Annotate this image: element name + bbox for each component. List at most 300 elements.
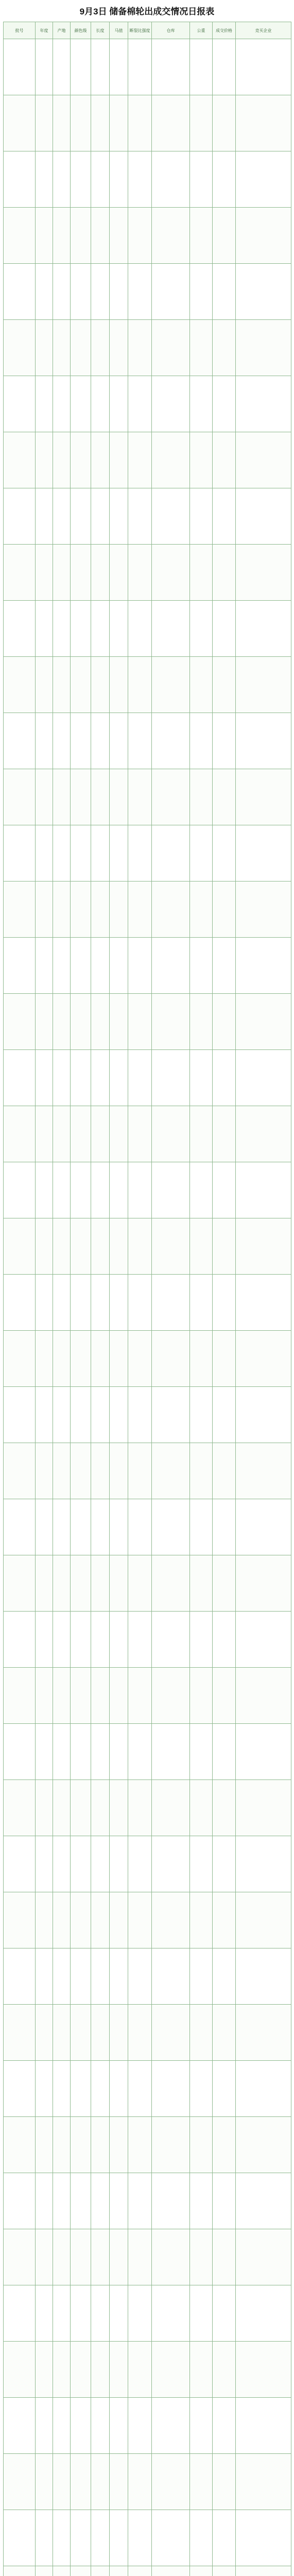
cell-length	[91, 2061, 110, 2117]
cell-batch	[4, 825, 36, 882]
cell-buyer	[236, 657, 291, 713]
cell-micronaire	[110, 2566, 128, 2576]
cell-strength	[128, 2117, 152, 2173]
cell-warehouse	[152, 1780, 190, 1836]
table-row	[4, 2510, 291, 2566]
cell-color-grade	[71, 1106, 91, 1162]
table-body	[4, 39, 291, 2576]
cell-micronaire	[110, 657, 128, 713]
cell-warehouse	[152, 151, 190, 208]
cell-length	[91, 1612, 110, 1668]
cell-weight	[190, 1331, 213, 1387]
cell-color-grade	[71, 1780, 91, 1836]
cell-origin	[53, 2454, 71, 2510]
cell-warehouse	[152, 545, 190, 601]
cell-color-grade	[71, 825, 91, 882]
cell-length	[91, 2454, 110, 2510]
cell-warehouse	[152, 432, 190, 488]
cell-warehouse	[152, 320, 190, 376]
cell-length	[91, 2117, 110, 2173]
cell-strength	[128, 1892, 152, 1948]
cell-warehouse	[152, 1162, 190, 1218]
cell-color-grade	[71, 2566, 91, 2576]
cell-strength	[128, 2566, 152, 2576]
table-row	[4, 1162, 291, 1218]
table-row	[4, 994, 291, 1050]
cell-micronaire	[110, 1780, 128, 1836]
cell-color-grade	[71, 432, 91, 488]
cell-batch	[4, 769, 36, 825]
cell-warehouse	[152, 2005, 190, 2061]
cell-warehouse	[152, 2454, 190, 2510]
cell-weight	[190, 545, 213, 601]
cell-batch	[4, 1050, 36, 1106]
cell-weight	[190, 1162, 213, 1218]
cell-length	[91, 2398, 110, 2454]
table-row	[4, 1275, 291, 1331]
cell-batch	[4, 1612, 36, 1668]
cell-year	[36, 1780, 53, 1836]
cell-price	[213, 1331, 236, 1387]
cell-batch	[4, 1331, 36, 1387]
cell-year	[36, 1724, 53, 1780]
cell-color-grade	[71, 1443, 91, 1499]
cell-origin	[53, 769, 71, 825]
cell-price	[213, 320, 236, 376]
cell-buyer	[236, 1499, 291, 1555]
table-row	[4, 2005, 291, 2061]
cell-color-grade	[71, 938, 91, 994]
cell-strength	[128, 208, 152, 264]
cell-batch	[4, 376, 36, 432]
table-row	[4, 713, 291, 769]
cell-price	[213, 1499, 236, 1555]
table-row	[4, 1499, 291, 1555]
cell-price	[213, 2061, 236, 2117]
cell-price	[213, 938, 236, 994]
cell-warehouse	[152, 2398, 190, 2454]
cell-origin	[53, 545, 71, 601]
cell-origin	[53, 1499, 71, 1555]
cell-price	[213, 2173, 236, 2229]
table-row	[4, 545, 291, 601]
cell-warehouse	[152, 1106, 190, 1162]
table-row	[4, 2229, 291, 2285]
cell-weight	[190, 601, 213, 657]
cell-origin	[53, 1275, 71, 1331]
cell-price	[213, 2510, 236, 2566]
cell-color-grade	[71, 2342, 91, 2398]
cell-warehouse	[152, 1948, 190, 2005]
cell-year	[36, 1050, 53, 1106]
cell-buyer	[236, 2061, 291, 2117]
cell-buyer	[236, 2229, 291, 2285]
cell-buyer	[236, 320, 291, 376]
cell-micronaire	[110, 2510, 128, 2566]
column-header-origin: 产地	[53, 22, 71, 39]
cell-weight	[190, 938, 213, 994]
cell-origin	[53, 376, 71, 432]
cell-strength	[128, 2342, 152, 2398]
cell-price	[213, 1106, 236, 1162]
cell-batch	[4, 39, 36, 95]
cell-strength	[128, 938, 152, 994]
cell-buyer	[236, 1668, 291, 1724]
cell-weight	[190, 2005, 213, 2061]
table-row	[4, 1218, 291, 1275]
cell-buyer	[236, 376, 291, 432]
cell-origin	[53, 2285, 71, 2342]
cell-strength	[128, 1948, 152, 2005]
cell-price	[213, 1162, 236, 1218]
cell-batch	[4, 994, 36, 1050]
cell-warehouse	[152, 1443, 190, 1499]
cell-batch	[4, 1499, 36, 1555]
cell-weight	[190, 1106, 213, 1162]
cell-price	[213, 151, 236, 208]
cell-price	[213, 994, 236, 1050]
cell-color-grade	[71, 2061, 91, 2117]
cell-weight	[190, 994, 213, 1050]
table-row	[4, 2173, 291, 2229]
column-header-length: 长度	[91, 22, 110, 39]
cell-year	[36, 2454, 53, 2510]
cell-color-grade	[71, 1892, 91, 1948]
cell-weight	[190, 2510, 213, 2566]
cell-strength	[128, 1331, 152, 1387]
cell-year	[36, 320, 53, 376]
cell-length	[91, 2285, 110, 2342]
cell-micronaire	[110, 2117, 128, 2173]
cell-origin	[53, 1836, 71, 1892]
cell-color-grade	[71, 1836, 91, 1892]
cell-weight	[190, 2342, 213, 2398]
cell-year	[36, 2398, 53, 2454]
cell-strength	[128, 1555, 152, 1612]
cell-origin	[53, 1218, 71, 1275]
table-row	[4, 1892, 291, 1948]
cell-color-grade	[71, 2510, 91, 2566]
cell-micronaire	[110, 1892, 128, 1948]
column-header-micronaire: 马值	[110, 22, 128, 39]
cell-price	[213, 1443, 236, 1499]
cell-batch	[4, 1780, 36, 1836]
cell-batch	[4, 264, 36, 320]
cell-micronaire	[110, 1948, 128, 2005]
cell-length	[91, 545, 110, 601]
cell-year	[36, 264, 53, 320]
cell-color-grade	[71, 2005, 91, 2061]
cell-length	[91, 2173, 110, 2229]
cell-color-grade	[71, 2285, 91, 2342]
cell-length	[91, 2342, 110, 2398]
cell-color-grade	[71, 713, 91, 769]
cell-length	[91, 1275, 110, 1331]
cell-batch	[4, 320, 36, 376]
cell-micronaire	[110, 1724, 128, 1780]
column-header-color-grade: 颜色级	[71, 22, 91, 39]
cell-year	[36, 713, 53, 769]
cell-warehouse	[152, 1218, 190, 1275]
cell-origin	[53, 39, 71, 95]
cell-micronaire	[110, 151, 128, 208]
cell-batch	[4, 1443, 36, 1499]
cell-color-grade	[71, 1948, 91, 2005]
column-header-warehouse: 仓库	[152, 22, 190, 39]
cell-batch	[4, 1948, 36, 2005]
cell-color-grade	[71, 1499, 91, 1555]
cell-weight	[190, 713, 213, 769]
cell-length	[91, 1218, 110, 1275]
table-row	[4, 882, 291, 938]
cell-micronaire	[110, 2061, 128, 2117]
cell-strength	[128, 1218, 152, 1275]
table-row	[4, 2342, 291, 2398]
cell-weight	[190, 825, 213, 882]
cell-year	[36, 376, 53, 432]
cell-origin	[53, 208, 71, 264]
cell-strength	[128, 882, 152, 938]
cell-color-grade	[71, 1612, 91, 1668]
cell-buyer	[236, 1443, 291, 1499]
cell-strength	[128, 151, 152, 208]
cell-color-grade	[71, 1668, 91, 1724]
cell-origin	[53, 1443, 71, 1499]
cell-origin	[53, 657, 71, 713]
cell-warehouse	[152, 1275, 190, 1331]
cell-price	[213, 432, 236, 488]
cell-year	[36, 882, 53, 938]
cell-warehouse	[152, 1836, 190, 1892]
cell-weight	[190, 1555, 213, 1612]
cell-year	[36, 208, 53, 264]
cell-length	[91, 1331, 110, 1387]
cell-warehouse	[152, 1724, 190, 1780]
cell-strength	[128, 657, 152, 713]
cell-price	[213, 2342, 236, 2398]
cell-strength	[128, 1724, 152, 1780]
cell-year	[36, 2005, 53, 2061]
cell-weight	[190, 769, 213, 825]
cell-buyer	[236, 994, 291, 1050]
cell-strength	[128, 2454, 152, 2510]
cell-buyer	[236, 1387, 291, 1443]
cell-batch	[4, 95, 36, 151]
cell-length	[91, 1724, 110, 1780]
cell-price	[213, 545, 236, 601]
cell-batch	[4, 2398, 36, 2454]
cell-buyer	[236, 432, 291, 488]
cell-buyer	[236, 2510, 291, 2566]
cell-strength	[128, 2285, 152, 2342]
cell-buyer	[236, 769, 291, 825]
table-row	[4, 39, 291, 95]
cell-origin	[53, 1892, 71, 1948]
cell-micronaire	[110, 95, 128, 151]
cell-length	[91, 2005, 110, 2061]
cell-micronaire	[110, 882, 128, 938]
cell-price	[213, 1780, 236, 1836]
cell-price	[213, 769, 236, 825]
cell-buyer	[236, 1162, 291, 1218]
cell-price	[213, 1050, 236, 1106]
cell-year	[36, 95, 53, 151]
cell-origin	[53, 1948, 71, 2005]
cell-micronaire	[110, 1162, 128, 1218]
cell-batch	[4, 2342, 36, 2398]
cell-strength	[128, 1668, 152, 1724]
cell-year	[36, 938, 53, 994]
cell-buyer	[236, 1612, 291, 1668]
cell-micronaire	[110, 1443, 128, 1499]
cell-origin	[53, 1612, 71, 1668]
cell-batch	[4, 1668, 36, 1724]
cell-length	[91, 938, 110, 994]
cell-micronaire	[110, 713, 128, 769]
table-row	[4, 1050, 291, 1106]
cell-year	[36, 769, 53, 825]
cell-color-grade	[71, 1555, 91, 1612]
cell-warehouse	[152, 1387, 190, 1443]
cell-warehouse	[152, 488, 190, 545]
cell-color-grade	[71, 657, 91, 713]
cell-year	[36, 2510, 53, 2566]
cell-buyer	[236, 1275, 291, 1331]
cell-warehouse	[152, 657, 190, 713]
cell-origin	[53, 2061, 71, 2117]
cell-length	[91, 2229, 110, 2285]
cell-price	[213, 376, 236, 432]
cell-buyer	[236, 1106, 291, 1162]
table-row	[4, 2454, 291, 2510]
cell-buyer	[236, 2454, 291, 2510]
cell-buyer	[236, 1724, 291, 1780]
cell-weight	[190, 1836, 213, 1892]
cell-micronaire	[110, 1668, 128, 1724]
table-row	[4, 1555, 291, 1612]
cell-warehouse	[152, 1499, 190, 1555]
cell-micronaire	[110, 264, 128, 320]
cell-micronaire	[110, 601, 128, 657]
cell-weight	[190, 488, 213, 545]
cell-strength	[128, 95, 152, 151]
cell-price	[213, 2454, 236, 2510]
cell-micronaire	[110, 769, 128, 825]
cell-price	[213, 39, 236, 95]
cell-year	[36, 1443, 53, 1499]
table-row	[4, 657, 291, 713]
cell-buyer	[236, 1836, 291, 1892]
cell-origin	[53, 151, 71, 208]
cell-price	[213, 95, 236, 151]
cell-buyer	[236, 488, 291, 545]
cell-weight	[190, 320, 213, 376]
cell-warehouse	[152, 882, 190, 938]
table-row	[4, 1612, 291, 1668]
cell-color-grade	[71, 208, 91, 264]
cell-year	[36, 1555, 53, 1612]
cell-weight	[190, 2061, 213, 2117]
cell-year	[36, 1499, 53, 1555]
cell-micronaire	[110, 1275, 128, 1331]
column-header-strength: 断裂比强度	[128, 22, 152, 39]
cell-micronaire	[110, 2454, 128, 2510]
cell-micronaire	[110, 1050, 128, 1106]
cell-micronaire	[110, 994, 128, 1050]
cell-warehouse	[152, 994, 190, 1050]
cell-micronaire	[110, 1331, 128, 1387]
cell-batch	[4, 882, 36, 938]
cell-weight	[190, 1050, 213, 1106]
cell-year	[36, 1836, 53, 1892]
table-row	[4, 1387, 291, 1443]
cell-color-grade	[71, 769, 91, 825]
cell-buyer	[236, 264, 291, 320]
cell-warehouse	[152, 376, 190, 432]
table-row	[4, 1724, 291, 1780]
cell-price	[213, 264, 236, 320]
cell-year	[36, 432, 53, 488]
cell-origin	[53, 994, 71, 1050]
cell-price	[213, 1892, 236, 1948]
cell-color-grade	[71, 1387, 91, 1443]
cell-buyer	[236, 2173, 291, 2229]
cell-micronaire	[110, 2173, 128, 2229]
cell-warehouse	[152, 95, 190, 151]
cell-buyer	[236, 2398, 291, 2454]
cell-micronaire	[110, 825, 128, 882]
cell-weight	[190, 1387, 213, 1443]
cell-length	[91, 1443, 110, 1499]
cell-batch	[4, 2005, 36, 2061]
cell-strength	[128, 432, 152, 488]
cell-year	[36, 1218, 53, 1275]
cell-batch	[4, 657, 36, 713]
cell-buyer	[236, 1050, 291, 1106]
cell-length	[91, 1106, 110, 1162]
cell-batch	[4, 2566, 36, 2576]
cell-batch	[4, 713, 36, 769]
cell-price	[213, 601, 236, 657]
cell-strength	[128, 1499, 152, 1555]
cell-color-grade	[71, 376, 91, 432]
cell-weight	[190, 2566, 213, 2576]
cell-price	[213, 2566, 236, 2576]
cell-warehouse	[152, 2510, 190, 2566]
cell-strength	[128, 1443, 152, 1499]
cell-weight	[190, 2229, 213, 2285]
cell-buyer	[236, 825, 291, 882]
cell-weight	[190, 657, 213, 713]
cell-micronaire	[110, 938, 128, 994]
cell-warehouse	[152, 601, 190, 657]
cell-strength	[128, 713, 152, 769]
cell-price	[213, 657, 236, 713]
cell-buyer	[236, 601, 291, 657]
table-row	[4, 1443, 291, 1499]
cell-strength	[128, 2173, 152, 2229]
cell-origin	[53, 2229, 71, 2285]
cell-batch	[4, 2173, 36, 2229]
cell-batch	[4, 601, 36, 657]
cell-year	[36, 488, 53, 545]
cell-micronaire	[110, 1106, 128, 1162]
table-row	[4, 1948, 291, 2005]
cell-strength	[128, 825, 152, 882]
cell-price	[213, 1612, 236, 1668]
cell-strength	[128, 376, 152, 432]
table-row	[4, 2061, 291, 2117]
